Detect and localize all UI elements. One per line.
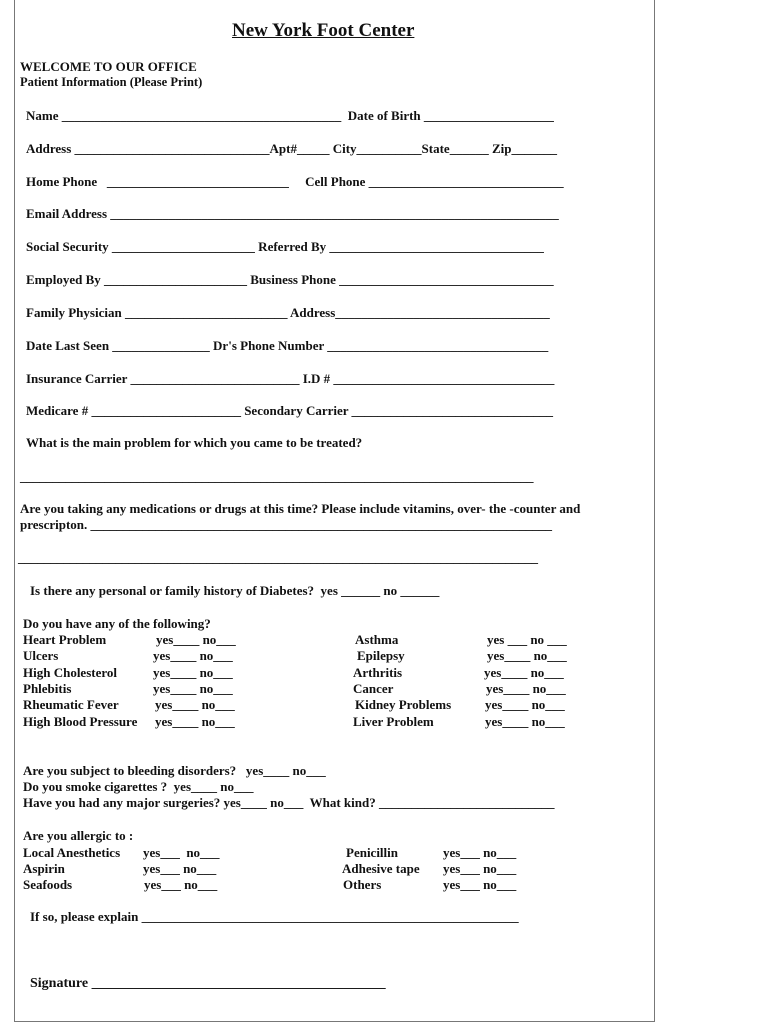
condition-options[interactable]: yes____ no___ xyxy=(485,714,565,729)
condition-options[interactable]: yes____ no___ xyxy=(153,665,233,680)
condition-options[interactable]: yes____ no___ xyxy=(484,665,564,680)
condition-label: High Blood Pressure xyxy=(23,714,138,729)
allergy-label: Local Anesthetics xyxy=(23,845,121,860)
smoke-question[interactable]: Do you smoke cigarettes ? yes____ no___ xyxy=(23,779,254,794)
address-field[interactable]: Address ______________________________Apt#_____ City__________State______ Zip_______ xyxy=(26,141,557,156)
page-title: New York Foot Center xyxy=(232,20,415,41)
condition-label: High Cholesterol xyxy=(23,665,118,680)
allergy-label: Others xyxy=(343,877,382,892)
condition-label: Phlebitis xyxy=(23,681,72,696)
allergy-options[interactable]: yes___ no___ xyxy=(143,861,217,876)
home-phone-field[interactable]: Home Phone ____________________________ Cell Phone ______________________________ xyxy=(26,174,564,189)
surgeries-question[interactable]: Have you had any major surgeries? yes____ no___ What kind? ___________________________ xyxy=(23,795,555,810)
medicare-field[interactable]: Medicare # _______________________ Secondary Carrier _______________________________ xyxy=(26,403,554,418)
allergy-label: Penicillin xyxy=(346,845,398,860)
allergy-options[interactable]: yes___ no___ xyxy=(143,845,220,860)
name-field[interactable]: Name ___________________________________________ Date of Birth ____________________ xyxy=(26,108,554,123)
condition-label: Cancer xyxy=(353,681,394,696)
family-physician-field[interactable]: Family Physician _________________________ Address_________________________________ xyxy=(26,305,550,320)
condition-label: Heart Problem xyxy=(23,632,107,647)
allergy-label: Adhesive tape xyxy=(342,861,420,876)
social-security-field[interactable]: Social Security ______________________ Referred By _________________________________ xyxy=(26,239,544,254)
allergy-options[interactable]: yes___ no___ xyxy=(443,877,517,892)
condition-label: Rheumatic Fever xyxy=(23,697,119,712)
condition-label: Asthma xyxy=(355,632,399,647)
medications-question: Are you taking any medications or drugs at this time? Please include vitamins, over- the -counter and xyxy=(20,501,581,516)
email-field[interactable]: Email Address _____________________________________________________________________ xyxy=(26,206,559,221)
condition-options[interactable]: yes____ no___ xyxy=(153,681,233,696)
condition-options[interactable]: yes____ no___ xyxy=(487,648,567,663)
main-problem-line[interactable]: _______________________________________________________________________________ xyxy=(20,469,534,484)
bleeding-question[interactable]: Are you subject to bleeding disorders? yes____ no___ xyxy=(23,763,326,778)
diabetes-question[interactable]: Is there any personal or family history of Diabetes? yes ______ no ______ xyxy=(30,583,440,598)
allergy-label: Aspirin xyxy=(23,861,65,876)
condition-options[interactable]: yes ___ no ___ xyxy=(487,632,567,647)
condition-options[interactable]: yes____ no___ xyxy=(486,681,566,696)
patient-info-label: Patient Information (Please Print) xyxy=(20,75,203,89)
insurance-field[interactable]: Insurance Carrier __________________________ I.D # __________________________________ xyxy=(26,371,555,386)
condition-label: Arthritis xyxy=(353,665,403,680)
allergy-options[interactable]: yes___ no___ xyxy=(144,877,218,892)
condition-options[interactable]: yes____ no___ xyxy=(156,632,236,647)
allergy-options[interactable]: yes___ no___ xyxy=(443,845,517,860)
condition-label: Liver Problem xyxy=(353,714,434,729)
employed-by-field[interactable]: Employed By ______________________ Business Phone _________________________________ xyxy=(26,272,554,287)
allergic-heading: Are you allergic to : xyxy=(23,828,134,843)
condition-options[interactable]: yes____ no___ xyxy=(155,697,235,712)
condition-options[interactable]: yes____ no___ xyxy=(485,697,565,712)
welcome-heading: WELCOME TO OUR OFFICE xyxy=(20,59,197,74)
signature-field[interactable]: Signature __________________________________________ xyxy=(30,976,386,991)
allergy-label: Seafoods xyxy=(23,877,73,892)
main-problem-question: What is the main problem for which you came to be treated? xyxy=(26,435,363,450)
condition-label: Epilepsy xyxy=(357,648,405,663)
condition-options[interactable]: yes____ no___ xyxy=(153,648,233,663)
condition-label: Kidney Problems xyxy=(355,697,452,712)
condition-label: Ulcers xyxy=(23,648,59,663)
condition-options[interactable]: yes____ no___ xyxy=(155,714,235,729)
medications-line-2[interactable]: ________________________________________________________________________________ xyxy=(18,550,538,565)
date-last-seen-field[interactable]: Date Last Seen _______________ Dr's Phone Number __________________________________ xyxy=(26,338,549,353)
medications-line-1[interactable]: prescripton. _______________________________________________________________________ xyxy=(20,517,553,532)
explain-field[interactable]: If so, please explain __________________________________________________________ xyxy=(30,909,519,924)
conditions-heading: Do you have any of the following? xyxy=(23,616,211,631)
allergy-options[interactable]: yes___ no___ xyxy=(443,861,517,876)
